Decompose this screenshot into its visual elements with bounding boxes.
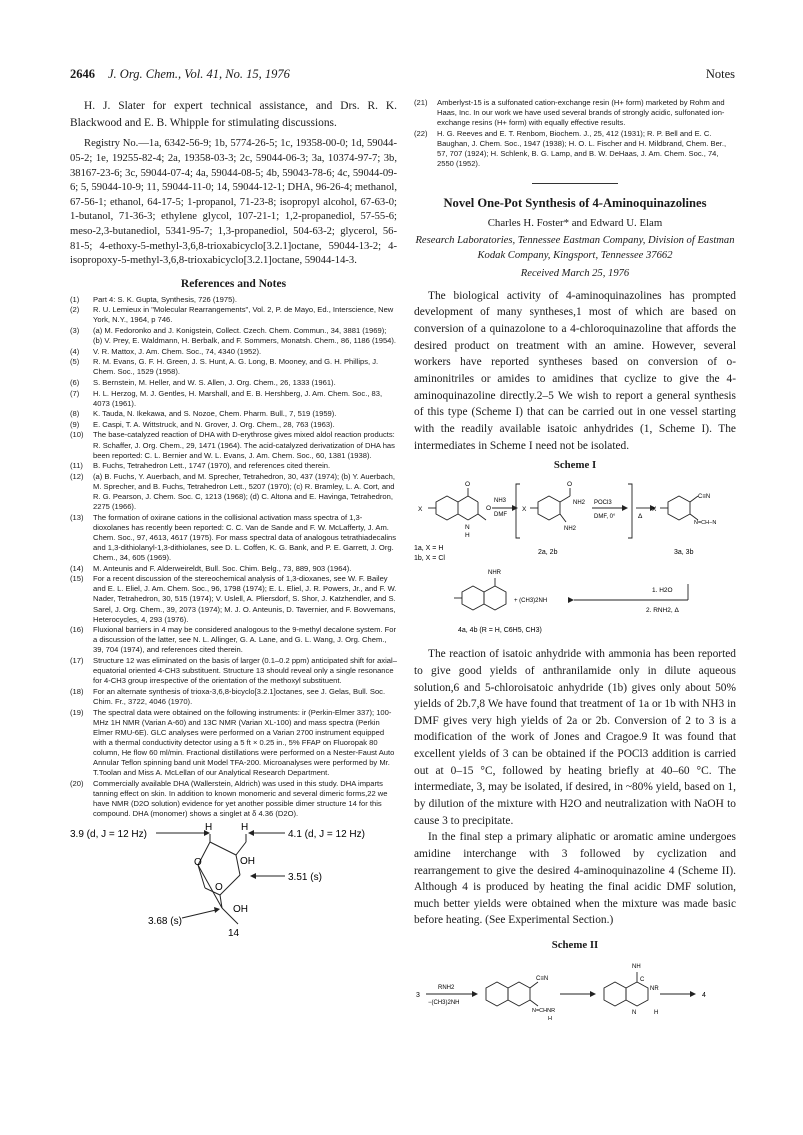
reagent-dmf: DMF [494,512,507,519]
reference-number: (8) [70,409,80,419]
reference-list [70,295,397,819]
reference-item [70,295,397,305]
reference-item [70,378,397,388]
atom-o: O [486,505,492,513]
reference-text: Commercially available DHA (Wallerstein, Aldrich) was used in this study. DHA imparts tanning effect on skin. In addition to known monomeric and several dimeric forms,22 we have NMR (D2O solution) evidence for yet another possible dimer structure 14 for this compound. DHA (monomer) shows a singlet at δ 4.36 (D2O). [93,778,388,818]
reference-item [70,513,397,563]
reference-number: (18) [70,686,84,696]
atom-h: H [654,1010,659,1017]
reference-text: Structure 12 was eliminated on the basis of larger (0.1–0.2 ppm) anticipated shift for axial–equatorial oriented 4-CH3 substituent. Structure 13 should reveal only a single resonance for 4-CH3 group irrespective of the orientation of the methoxyl substituent. [93,656,397,686]
group-nh2: NH2 [564,526,577,533]
group-cn: C≡N [536,976,549,983]
label-4-1: 4.1 (d, J = 12 Hz) [288,828,365,840]
reference-item [70,461,397,471]
right-column [414,98,736,1024]
reference-text: V. R. Mattox, J. Am. Chem. Soc., 74, 4340 (1952). [93,346,262,356]
reaction-step: 2. RNH2, Δ [646,607,679,615]
compound-number: 14 [228,927,240,938]
group-cn: C≡N [698,494,711,501]
byproduct: + (CH3)2NH [514,598,548,605]
reference-number: (21) [414,98,428,107]
reference-text: The formation of oxirane cations in the collisional activation mass spectra of 1,3-dioxolanes has recently been reported: C. C. Van de Sande and F. W. McLafferty, J. Am. Chem. Soc., 97, 4613, 4617 (1975). For mass spectral data of analogous tetrathiadecalins and 1,3-dithiolanyl-1,3-dithiolanes, see D. L. Coffen, K. G. Bank, and P. E. Garrett, J. Org. Chem., 34, 605 (1969). [93,512,397,563]
reference-item [70,574,397,624]
structure-14-diagram [70,820,397,938]
section-name: Notes [705,67,735,81]
reference-item [70,347,397,357]
reaction-step: 1. H2O [652,587,673,595]
atom-n: N [632,1010,637,1017]
reference-number: (15) [70,574,84,584]
reference-number: (17) [70,656,84,666]
reference-number: (14) [70,563,84,573]
byproduct: −(CH3)2NH [428,1000,460,1007]
references-heading: References and Notes [180,277,287,290]
atom-o: O [215,881,223,893]
reference-number: (13) [70,512,84,522]
scheme-2-diagram [414,954,736,1024]
page-number: 2646 [70,67,95,81]
reference-text: For a recent discussion of the stereochemical analysis of 1,3-dioxanes, see W. F. Bailey and E. L. Eliel, J. Am. Chem. Soc., 96, 1798 (1974); E. L. Eliel, J. R. Powers, Jr., and F. W. Nader, Tetrahedron, 30, 515 (1974); V. Uslell, A. Pliersdorf, S. Shor, J. Katzhendler, and S. Sarel, J. Org. Chem., 39, 2073 (1974); M. J. O. Anteunis, D. Tavernier, and F. Bovvemans, Heterocycles, 4, 293 (1976). [93,574,397,624]
reference-item [70,326,397,346]
reference-item [414,98,736,128]
compound-label: 2a, 2b [538,549,558,557]
reference-text: B. Fuchs, Tetrahedron Lett., 1747 (1970), and references cited therein. [93,461,331,471]
label-3-9: 3.9 (d, J = 12 Hz) [70,828,147,840]
atom-oh: OH [233,903,248,915]
reference-text: E. Caspi, T. A. Wittstruck, and N. Grover, J. Org. Chem., 28, 763 (1963). [93,419,335,429]
atom-h: H [548,1016,552,1023]
compound-label: 1a, X = H [414,545,444,553]
paragraph: The reaction of isatoic anhydride with ammonia has been reported to give good yields of anthranilamide only in dilute aqueous solution,6 and 5-chloroisatoic anhydride (1b) gives only about 50% yields of 2b.7,8 We have found that treatment of 1a or 1b with NH3 in DMF gives very high yields of 2a or 2b. Conversion of 2 to 3 is a modification of the work of Jones and Cragoe.9 It was found that excellent yields of 3 can be obtained if the POCl3 addition is carried out at 0–15 °C, followed by heating briefly at 40–60 °C. The intermediate, 3, may be isolated, if desired, in ~80% yield, based on 1, by dilution of the mixture with H2O and neutralization with NaOH to cause 3 to precipitate. [414,648,736,827]
reference-text: S. Bernstein, M. Heller, and W. S. Allen, J. Org. Chem., 26, 1333 (1961). [93,378,336,388]
compound-label: 1b, X = Cl [414,555,445,563]
substituent-x: X [522,506,527,514]
conditions: DMF, 0° [594,514,616,521]
group-nh: NH [632,964,641,971]
reference-item [70,357,397,377]
reference-number: (2) [70,305,80,315]
reference-number: (11) [70,461,83,471]
reference-text: Fluxional barriers in 4 may be considered analogous to the 9-methyl decalone system. For a discussion of the latter, see N. L. Allinger, G. A. Lane, and G. L. Wang, J. Org. Chem., 39, 704 (1974), and references cited therein. [93,625,397,655]
paragraph: In the final step a primary aliphatic or aromatic amine undergoes amidine interchange with 3 followed by cyclization and rearrangement to give the desired 4-aminoquinazoline 4 (Scheme II). Although 4 is produced by heating the final acidic DMF solution, much better yields were obtained when the mixture was made basic before heating. (See Experimental Section.) [414,831,736,927]
substituent-x: X [652,506,657,514]
paragraph: The biological activity of 4-aminoquinazolines has prompted development of many syntheses,1 most of which are based on conversion of a quinazolone to a 4-chloroquinazoline that affords the desired product on treatment with an amine. However, several workers have reported syntheses based on conversion of o-aminonitriles or amides to amidines that cyclize to give the 4-aminoquinazoline directly.2–5 We wish to report a general synthesis of this type (Scheme I) that can be carried out in one vessel starting with the readily available isatoic anhydrides (1, Scheme I). The intermediates in Scheme I need not be isolated. [414,289,736,452]
reference-item [70,472,397,512]
group-nr: NR [650,986,659,993]
reference-number: (7) [70,388,80,398]
received-date: Received March 25, 1976 [520,267,630,279]
reference-item [70,420,397,430]
scheme-2-title: Scheme II [551,939,599,952]
reference-number: (9) [70,419,80,429]
reagent-nh3: NH3 [494,498,507,505]
atom-o: O [194,856,202,868]
group-amidine: N=CH−N [694,520,717,527]
registry-numbers: Registry No.—1a, 6342-56-9; 1b, 5774-26-5; 1c, 19358-00-0; 1d, 59044-05-2; 1e, 19255-82-4; 2a, 19358-03-3; 2c, 59044-06-3; 3a, 10374-97-7; 3b, 38167-23-6; 3c, 59044-07-4; 4a, 59044-08-5; 4b, 59043-78-6; 4c, 59044-09-6; 5, 59044-10-9; 11, 59044-11-0; 14, 59044-12-1; DHA, 96-26-4; methanol, 67-56-1; ethanol, 64-17-5; 1-propanol, 71-23-8; isopropyl alcohol, 67-63-0; 1-butanol, 71-36-3; ethylene glycol, 107-21-1; 1,2-propanediol, 57-55-6; meso-2,3-butanediol, 5341-95-7; 1,3-propanediol, 504-63-2; glycerol, 56-81-5; 4-ethoxy-5-methyl-3,6,8-trioxabicyclo[3.2.1]octane, 59044-13-2; 4-isopropoxy-5-methyl-3,6,8-trioxabicyclo[3.2.1]octane, 59044-14-3. [70,138,397,267]
reference-text: The spectral data were obtained on the following instruments: ir (Perkin-Elmer 337); 100-MHz 1H NMR (Varian A-60) and 13C NMR (Varian XL-100) and mass spectra (Perkin Elmer RMU-6E). GLC analyses were performed on a Varian 2700 instrument equipped with a thermal conductivity detector using a 5 ft × 0.25 in., 5% FFAP on Fluoropak 80 column, He flow 60 ml/min. Fractional distillations were performed on a Nester-Faust Auto Annular Teflon spinning band unit Model TFA-200. Microanalyses were performed by Mr. T.Toolan and Miss A. McLellan of our Analytical Research Department. [93,707,395,778]
reference-item [70,708,397,779]
atom-o: O [567,481,573,489]
label-3-51: 3.51 (s) [288,871,322,883]
substituent-x: X [418,506,423,514]
authors: Charles H. Foster* and Edward U. Elam [487,217,663,230]
reference-text: The base-catalyzed reaction of DHA with D-erythrose gives mixed aldol reaction products: R. Schaffer, J. Org. Chem., 29, 1471 (1964). The acid-catalyzed derivatization of DHA has been reported: C. L. Bernier and W. L. Evans, J. Am. Chem. Soc., 60, 1381 (1938). [93,430,395,460]
compound-label: 4a, 4b (R = H, C6H5, CH3) [458,627,542,635]
reference-item [70,305,397,325]
label-3-68: 3.68 (s) [148,915,182,927]
heat-symbol: Δ [638,513,643,521]
section-divider [532,183,618,184]
group-nh2: NH2 [573,500,586,507]
atom-c: C [640,977,645,984]
reference-text: H. L. Herzog, M. J. Gentles, H. Marshall, and E. B. Hershberg, J. Am. Chem. Soc., 83, 4073 (1961). [93,388,383,408]
atom-o: O [465,481,471,489]
reference-number: (4) [70,346,80,356]
reference-number: (20) [70,778,84,788]
reference-text: H. G. Reeves and E. T. Renbom, Biochem. J., 25, 412 (1931); R. P. Bell and E. C. Baughan, J. Chem. Soc., 1947 (1938); H. O. L. Fischer and H. Mildbrand, Chem. Ber., 57, 707 (1924); H. Schlenk, B. G. Lamp, and B. W. DeHaas, J. Am. Chem. Soc., 74, 2550 (1952). [437,128,727,169]
reference-text: R. U. Lemieux in "Molecular Rearrangements", Vol. 2, P. de Mayo, Ed., Interscience, New York, N.Y., 1964, p 746. [93,305,394,325]
reference-item [70,656,397,686]
reference-item [70,389,397,409]
atom-oh: OH [240,855,255,867]
article-title: Novel One-Pot Synthesis of 4-Aminoquinazolines [443,196,707,211]
reference-item [70,779,397,819]
page-header [70,67,735,85]
scheme-1-title: Scheme I [553,459,597,472]
reference-item [414,129,736,169]
affiliation: Research Laboratories, Tennessee Eastman Company, Division of Eastman Kodak Company, Kingsport, Tennessee 37662 [415,235,735,261]
acknowledgment: H. J. Slater for expert technical assistance, and Drs. R. K. Blackwood and E. B. Whipple for stimulating discussions. [70,100,397,129]
reference-number: (6) [70,378,80,388]
reference-text: R. M. Evans, G. F. H. Green, J. S. Hunt, A. G. Long, B. Mooney, and G. H. Phillips, J. Chem. Soc., 1529 (1958). [93,357,379,377]
reference-text: K. Tauda, N. Ikekawa, and S. Nozoe, Chem. Pharm. Bull., 7, 519 (1959). [93,409,337,419]
reference-list-continued [414,98,736,169]
reference-number: (5) [70,357,80,367]
reference-number: (12) [70,471,84,481]
reference-item [70,430,397,460]
compound-label: 3a, 3b [674,549,694,557]
reference-text: Amberlyst-15 is a sulfonated cation-exchange resin (H+ form) marketed by Rohm and Haas, Inc. In our work we have used several brands of strongly acidic, sulfonated ion-exchange resins (H+ form) with equally effective results. [437,98,725,128]
reference-text: M. Anteunis and F. Alderweireldt, Bull. Soc. Chim. Belg., 73, 889, 903 (1964). [93,563,352,573]
atom-h: H [241,821,249,833]
reference-number: (22) [414,128,428,138]
reference-number: (19) [70,707,84,717]
reference-text: (a) B. Fuchs, Y. Auerbach, and M. Sprecher, Tetrahedron, 30, 437 (1974); (b) Y. Auerbach, M. Sprecher, and B. Fuchs, Tetrahedron Lett., 5207 (1970); (c) R. Bramley, L. A. Cort, and R. G. Pearson, J. Chem. Soc. C, 1213 (1968); (d) C. Altona and E. Havinga, Tetrahedron, 2275 (1966). [93,471,395,512]
group-nhr: NHR [488,570,501,577]
compound-number: 3 [416,992,420,1000]
reference-item [70,409,397,419]
reference-item [70,564,397,574]
reagent-rnh2: RNH2 [438,985,455,992]
reagent-pocl3: POCl3 [594,500,612,507]
atom-n: N [465,524,470,532]
atom-h: H [205,821,213,833]
compound-number: 4 [702,992,706,1000]
reference-text: For an alternate synthesis of trioxa-3,6,8-bicyclo[3.2.1]octanes, see J. Gelas, Bull. Soc. Chim. Fr., 3722, 4046 (1970). [93,686,386,706]
reference-number: (1) [70,294,80,304]
reference-number: (16) [70,625,84,635]
reference-item [70,687,397,707]
scheme-1-diagram [414,474,736,646]
reference-number: (3) [70,326,80,336]
reference-text: Part 4: S. K. Gupta, Synthesis, 726 (1975). [93,294,237,304]
group-amidine: N=CHNR [532,1008,556,1015]
reference-number: (10) [70,430,84,440]
reference-text: (a) M. Fedoronko and J. Konigstein, Collect. Czech. Chem. Commun., 34, 3881 (1969); (b) V. Prey, E. Waldmann, H. Berbalk, and F. Sommers, Monatsh. Chem., 86, 1186 (1954). [93,326,397,346]
reference-item [70,625,397,655]
atom-h: H [465,532,470,540]
journal-citation: J. Org. Chem., Vol. 41, No. 15, 1976 [108,67,290,81]
left-column [70,98,397,938]
